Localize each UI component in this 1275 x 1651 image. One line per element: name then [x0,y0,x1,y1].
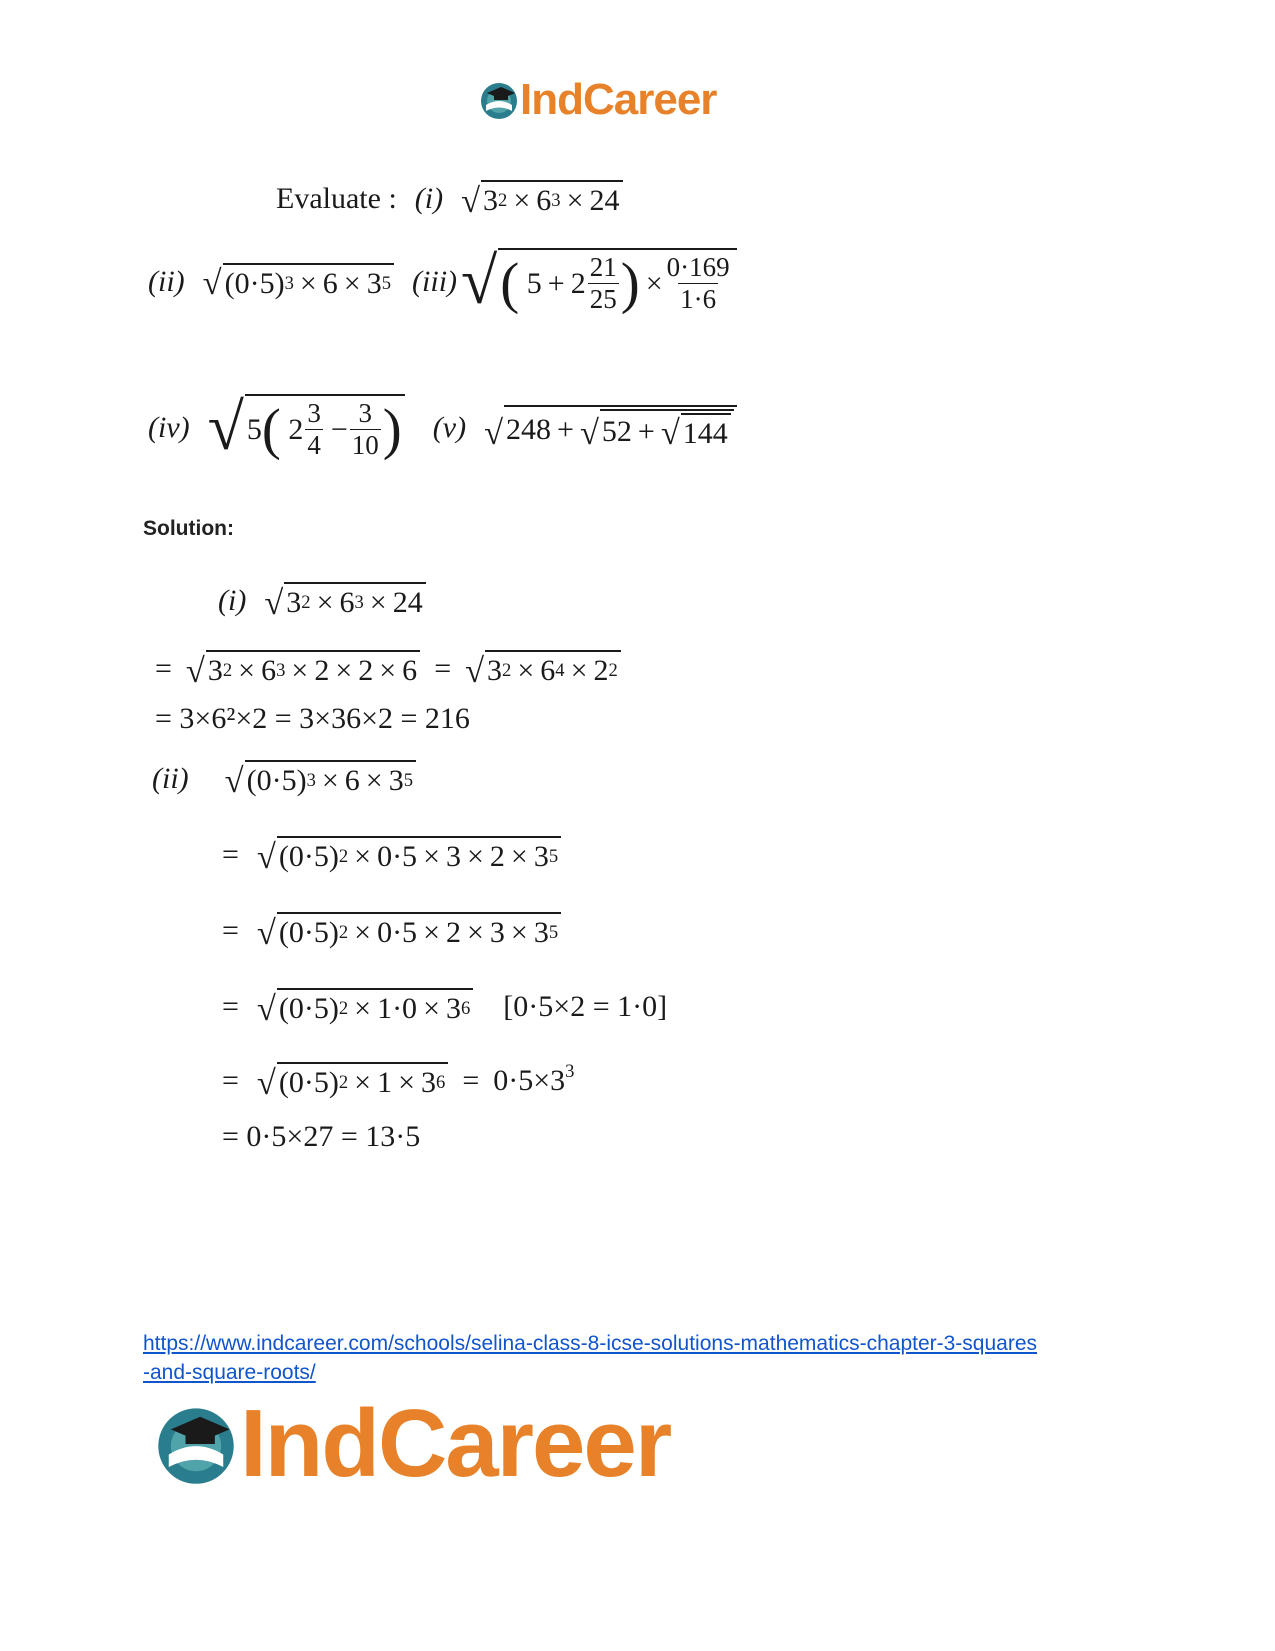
question-expression-v: √ 248 + √ 52 + √ 144 [484,405,737,451]
question-label-ii: (ii) [148,264,185,298]
solution-ii-step2: = √ (0·5) 2 × 0·5 × 2 × 3 × 3 5 [222,912,561,950]
solution-label-i: (i) [218,584,247,617]
question-line-ii-iii [148,245,737,318]
solution-ii-note: [0·5×2 = 1·0] [503,990,668,1023]
question-line-iv-v [148,391,737,464]
solution-i-result: = 3×6²×2 = 3×36×2 = 216 [155,702,470,735]
source-link-line1[interactable]: https://www.indcareer.com/schools/selina-class-8-icse-solutions-mathematics-chapter-3-squares [143,1332,1038,1355]
question-label-v: (v) [432,410,467,444]
question-label-iv: (iv) [148,410,190,444]
solution-ii-step1: = √ (0·5) 2 × 0·5 × 3 × 2 × 3 5 [222,836,561,874]
question-expression-iii: √ ( 5 + 2 $\frac{21}{25}$ ) × $\frac{0\cdot 169}{1\cdot 6}$ [461,248,737,315]
question-prompt: Evaluate : [276,182,397,215]
question-label-i: (i) [414,182,444,215]
solution-ii-step3: = √ (0·5) 2 × 1·0 × 3 6 [0·5×2 = 1·0] [222,989,668,1028]
header-brand: IndCareer [520,75,717,124]
solution-label: Solution: [143,517,234,540]
question-label-iii: (iii) [412,264,458,298]
source-link-line2[interactable]: -and-square-roots/ [143,1361,316,1384]
footer-brand: IndCareer [240,1390,671,1497]
graduation-cap-icon [152,1400,240,1488]
question-expression-ii: √ (0·5) 3 × 6 × 3 5 [203,263,394,301]
solution-label-ii: (ii) [152,762,189,795]
question-expression-iv: √ 5 ( 2 $\frac{3}{4}$ − $\frac{3}{10}$ ) [208,394,405,461]
footer-logo [152,1390,671,1497]
question-expression-i: √ 3 2 × 6 3 × 24 [461,180,622,218]
solution-ii-step4: = √ (0·5) 2 × 1 × 3 6 = $0\cdot 5\times 3^3$ [222,1060,575,1102]
solution-ii-start: (ii) √ (0·5) 3 × 6 × 3 5 [152,760,416,798]
header-logo [478,75,717,124]
question-line-i [276,180,623,218]
solution-ii-final: = 0·5×27 = 13·5 [222,1120,421,1153]
solution-i-start: (i) √ 3 2 × 6 3 × 24 [218,582,426,620]
source-link[interactable] [143,1329,1143,1387]
solution-i-step1: = √ 3 2 × 6 3 × 2 × 2 × 6 = √ 3 2 × 6 4 × 2 2 [155,650,621,688]
graduation-cap-icon [478,79,520,121]
